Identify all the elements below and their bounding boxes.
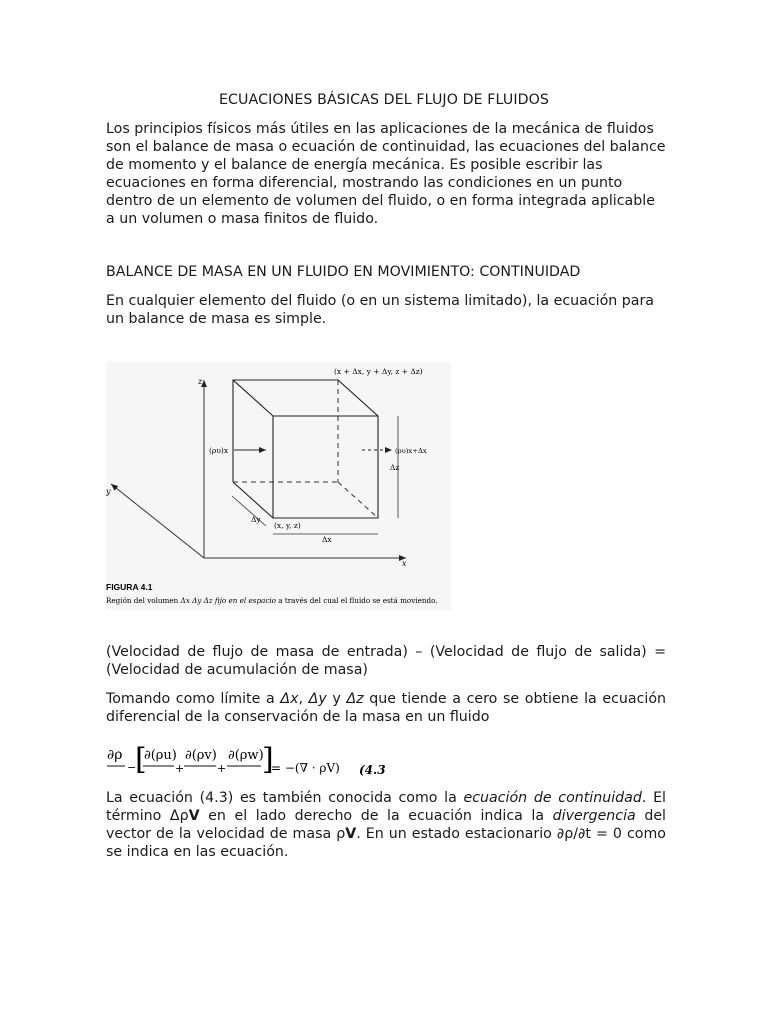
section-heading: BALANCE DE MASA EN UN FLUIDO EN MOVIMIENTO: CONTINUIDAD bbox=[106, 264, 581, 280]
equation-plus: + bbox=[217, 762, 227, 775]
intro-paragraph: Los principios físicos más útiles en las aplicaciones de la mecánica de fluidos son el balance de masa o ecuación de continuidad, las ecuaciones del balance de momento y el balance de energía mecánica. Es posible escribir las ecuaciones en forma diferencial, mostrando las condiciones en un punto dentro de un elemento de volumen del fluido, o en forma integrada aplicable a un volumen o masa finitos de fluido. bbox=[106, 121, 666, 228]
equation-term-1: ∂(ρu) bbox=[144, 748, 177, 763]
control-volume-figure bbox=[106, 362, 451, 610]
y-axis-label: y bbox=[106, 487, 111, 496]
figure-caption-title: FIGURA 4.1 bbox=[106, 582, 153, 592]
dy-dimension bbox=[232, 496, 266, 526]
control-volume-diagram bbox=[106, 362, 451, 610]
equation-plus: + bbox=[175, 762, 185, 775]
equation-rhs: = −(∇ · ρV) bbox=[271, 761, 340, 775]
equation-graphic bbox=[106, 742, 406, 784]
z-axis-label: z bbox=[198, 377, 203, 386]
equation-right-bracket: ] bbox=[262, 742, 274, 777]
inflow-label: (ρυ)x bbox=[209, 446, 229, 455]
document-title: ECUACIONES BÁSICAS DEL FLUJO DE FLUIDOS bbox=[218, 92, 550, 108]
figure-caption: Región del volumen Δx Δy Δz fijo en el espacio a través del cual el fluido se está moviendo. bbox=[106, 596, 438, 605]
continuity-statement: La ecuación (4.3) es también conocida como la ecuación de continuidad. El término ΔρV en el lado derecho de la ecuación indica la divergencia del vector de la velocidad de masa ρV. En un estado estacionario ∂ρ/∂t = 0 como se indica en las ecuación. bbox=[106, 790, 667, 861]
cube-edge bbox=[233, 380, 378, 416]
equation-term-3: ∂(ρw) bbox=[228, 748, 264, 763]
cube-hidden-edge bbox=[338, 482, 378, 518]
y-axis bbox=[111, 484, 204, 558]
dy-label: Δy bbox=[251, 515, 261, 524]
limit-statement: Tomando como límite a Δx, Δy y Δz que tiende a cero se obtiene la ecuación diferencial de la conservación de la masa en un fluido bbox=[106, 691, 666, 726]
equation-number: (4.3 bbox=[359, 763, 386, 777]
outflow-label: (ρυ)x+Δx bbox=[395, 447, 427, 455]
cube-outline bbox=[233, 380, 378, 518]
section-intro-paragraph: En cualquier elemento del fluido (o en un sistema limitado), la ecuación para un balance de masa es simple. bbox=[106, 293, 654, 328]
origin-label: (x, y, z) bbox=[274, 521, 301, 530]
corner-label: (x + Δx, y + Δy, z + Δz) bbox=[334, 367, 423, 376]
rate-statement: (Velocidad de flujo de masa de entrada) – (Velocidad de flujo de salida) = (Velocidad de acumulación de masa) bbox=[106, 644, 666, 679]
dx-label: Δx bbox=[322, 535, 332, 544]
equation-term-2: ∂(ρv) bbox=[185, 748, 217, 763]
x-axis-label: x bbox=[402, 559, 407, 568]
dz-label: Δz bbox=[390, 463, 400, 472]
equation-lhs-numerator: ∂ρ bbox=[107, 747, 123, 763]
equation-left-bracket: [ bbox=[135, 742, 147, 777]
continuity-equation bbox=[106, 742, 406, 784]
equation-minus: − bbox=[127, 761, 137, 774]
